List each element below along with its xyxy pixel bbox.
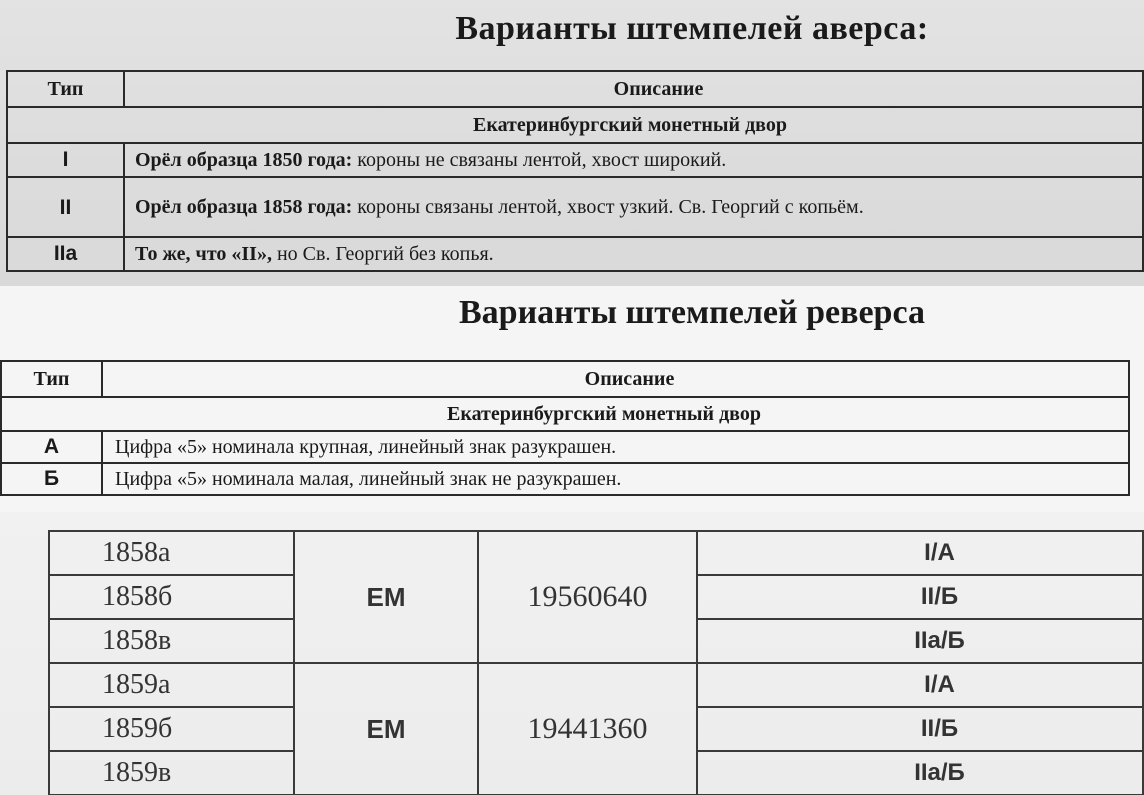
reverse-col-type: Тип [1, 361, 102, 397]
obverse-desc [124, 177, 1143, 237]
reverse-type: А [1, 431, 102, 463]
obverse-row [7, 177, 1143, 237]
die-combo: II/Б [697, 575, 1143, 619]
obverse-desc-text: короны не связаны лентой, хвост широкий. [352, 148, 727, 171]
obverse-row [7, 237, 1143, 271]
obverse-desc [124, 237, 1143, 271]
obverse-section [0, 0, 1144, 286]
reverse-section [0, 286, 1144, 512]
obverse-type: IIa [7, 237, 124, 271]
mintage-table [48, 530, 1144, 795]
mintage-row [49, 663, 1143, 707]
obverse-col-desc: Описание [124, 71, 1143, 107]
obverse-row [7, 143, 1143, 177]
obverse-mint-row: Екатеринбургский монетный двор [7, 107, 1143, 143]
obverse-table [6, 70, 1144, 272]
obverse-desc-text: короны связаны лентой, хвост узкий. Св. Георгий с копьём. [352, 195, 864, 218]
die-combo: I/А [697, 531, 1143, 575]
reverse-desc: Цифра «5» номинала малая, линейный знак не разукрашен. [102, 463, 1129, 495]
reverse-row [1, 431, 1129, 463]
reverse-table [0, 360, 1130, 496]
obverse-desc-bold: То же, что «II», [135, 242, 272, 265]
year-cell: 1858а [49, 531, 294, 575]
year-cell: 1859б [49, 707, 294, 751]
mint-cell: ЕМ [294, 531, 478, 663]
year-cell: 1859в [49, 751, 294, 795]
reverse-desc: Цифра «5» номинала крупная, линейный знак разукрашен. [102, 431, 1129, 463]
reverse-col-desc: Описание [102, 361, 1129, 397]
reverse-row [1, 463, 1129, 495]
reverse-title: Варианты штемпелей реверса [459, 294, 925, 331]
mintage-count: 19560640 [478, 531, 697, 663]
obverse-type: II [7, 177, 124, 237]
year-cell: 1858б [49, 575, 294, 619]
year-cell: 1859а [49, 663, 294, 707]
die-combo: II/Б [697, 707, 1143, 751]
obverse-type: I [7, 143, 124, 177]
reverse-mint-row: Екатеринбургский монетный двор [1, 397, 1129, 431]
mintage-section [0, 512, 1144, 795]
mint-cell: ЕМ [294, 663, 478, 795]
obverse-col-type: Тип [7, 71, 124, 107]
obverse-desc-text: но Св. Георгий без копья. [271, 242, 494, 265]
mintage-count: 19441360 [478, 663, 697, 795]
obverse-desc-bold: Орёл образца 1858 года: [135, 195, 353, 218]
die-combo: I/А [697, 663, 1143, 707]
obverse-title: Варианты штемпелей аверса: [455, 10, 929, 47]
obverse-desc-bold: Орёл образца 1850 года: [135, 148, 353, 171]
mintage-row [49, 531, 1143, 575]
obverse-desc [124, 143, 1143, 177]
reverse-type: Б [1, 463, 102, 495]
die-combo: IIа/Б [697, 619, 1143, 663]
year-cell: 1858в [49, 619, 294, 663]
die-combo: IIа/Б [697, 751, 1143, 795]
